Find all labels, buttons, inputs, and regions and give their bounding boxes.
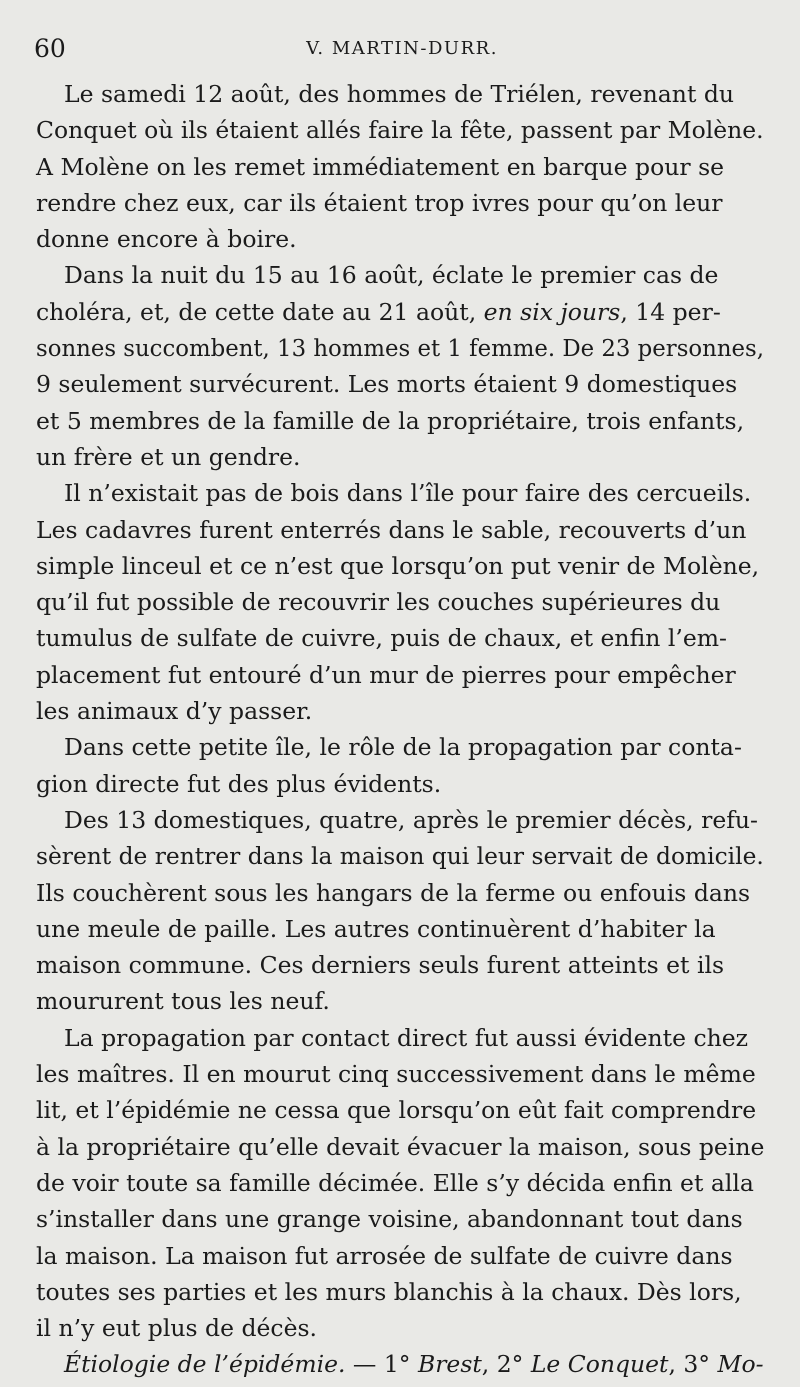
- line-text: Ils couchèrent sous les hangars de la ferme ou enfouis dans: [36, 878, 751, 907]
- text-line: [36, 149, 764, 185]
- text-line: [36, 512, 764, 548]
- text-body: [36, 76, 764, 1383]
- text-line: [36, 548, 764, 584]
- italic-text: en six jours: [483, 297, 621, 326]
- line-text: Dans cette petite île, le rôle de la propagation par conta-: [64, 733, 742, 762]
- text-line: [36, 657, 764, 693]
- text-line: [36, 330, 764, 366]
- text-line: [36, 185, 764, 221]
- text-line: [36, 693, 764, 729]
- text-line: [36, 802, 764, 838]
- line-text: simple linceul et ce n’est que lorsqu’on put venir de Molène,: [36, 551, 760, 580]
- line-text: Dans la nuit du 15 au 16 août, éclate le premier cas de: [64, 261, 719, 290]
- line-text: Les cadavres furent enterrés dans le sable, recouverts d’un: [36, 515, 747, 544]
- text-line: [36, 875, 764, 911]
- text-line: [36, 403, 764, 439]
- text-line: [36, 584, 764, 620]
- line-text: lit, et l’épidémie ne cessa que lorsqu’on eût fait comprendre: [36, 1096, 757, 1125]
- page-number: 60: [34, 34, 66, 63]
- text-line: [36, 221, 764, 257]
- text-line: [36, 766, 764, 802]
- line-text: sèrent de rentrer dans la maison qui leur servait de domicile.: [36, 842, 764, 871]
- text-line: [36, 729, 764, 765]
- line-text: maison commune. Ces derniers seuls furent atteints et ils: [36, 951, 725, 980]
- text-line: [36, 112, 763, 148]
- line-text: , 2°: [481, 1350, 531, 1379]
- text-line: [36, 838, 764, 874]
- text-line: [36, 76, 764, 112]
- italic-text: Le Conquet: [530, 1350, 669, 1379]
- text-line: [36, 1310, 764, 1346]
- line-text: un frère et un gendre.: [36, 442, 301, 471]
- line-text: une meule de paille. Les autres continuèrent d’habiter la: [36, 914, 716, 943]
- line-text: Conquet où ils étaient allés faire la fête, passent par Molène.: [36, 116, 764, 145]
- text-line: [36, 257, 764, 293]
- text-line: [36, 1020, 764, 1056]
- line-text: s’installer dans une grange voisine, abandonnant tout dans: [36, 1205, 743, 1234]
- text-line: [36, 1129, 764, 1165]
- italic-text: Brest: [417, 1350, 482, 1379]
- text-line: [36, 1238, 764, 1274]
- line-text: choléra, et, de cette date au 21 août,: [36, 297, 484, 326]
- text-line: [36, 947, 764, 983]
- line-text: moururent tous les neuf.: [36, 987, 330, 1016]
- line-text: sonnes succombent, 13 hommes et 1 femme. De 23 personnes,: [36, 334, 764, 363]
- text-line: [36, 366, 764, 402]
- text-line: [36, 1346, 763, 1382]
- line-text: — 1°: [345, 1350, 418, 1379]
- text-line: [36, 1056, 764, 1092]
- text-line: [36, 1165, 764, 1201]
- line-text: , 3°: [668, 1350, 718, 1379]
- text-line: [36, 620, 764, 656]
- text-line: [36, 911, 764, 947]
- line-text: toutes ses parties et les murs blanchis à la chaux. Dès lors,: [36, 1277, 742, 1306]
- text-line: [36, 1092, 764, 1128]
- line-text: les animaux d’y passer.: [36, 697, 313, 726]
- running-head: V. MARTIN-DURR.: [306, 38, 498, 59]
- line-text: à la propriétaire qu’elle devait évacuer la maison, sous peine: [36, 1132, 765, 1161]
- line-text: rendre chez eux, car ils étaient trop ivres pour qu’on leur: [36, 188, 723, 217]
- line-text: il n’y eut plus de décès.: [36, 1314, 318, 1343]
- text-line: [36, 1274, 764, 1310]
- page-header: [34, 34, 770, 70]
- line-text: de voir toute sa famille décimée. Elle s’y décida enfin et alla: [36, 1168, 754, 1197]
- line-text: donne encore à boire.: [36, 225, 297, 254]
- text-line: [36, 294, 764, 330]
- line-text: La propagation par contact direct fut aussi évidente chez: [64, 1023, 749, 1052]
- line-text: tumulus de sulfate de cuivre, puis de chaux, et enfin l’em-: [36, 624, 727, 653]
- text-line: [36, 983, 764, 1019]
- line-text: la maison. La maison fut arrosée de sulfate de cuivre dans: [36, 1241, 733, 1270]
- line-text: 9 seulement survécurent. Les morts étaient 9 domestiques: [36, 370, 738, 399]
- line-text: les maîtres. Il en mourut cinq successivement dans le même: [36, 1060, 756, 1089]
- line-text: , 14 per-: [620, 297, 721, 326]
- line-text: qu’il fut possible de recouvrir les couches supérieures du: [36, 588, 721, 617]
- text-line: [36, 439, 764, 475]
- line-text: Il n’existait pas de bois dans l’île pour faire des cercueils.: [64, 479, 752, 508]
- line-text: Le samedi 12 août, des hommes de Triélen, revenant du: [64, 80, 735, 108]
- italic-text: Étiologie de l’épidémie.: [63, 1350, 346, 1379]
- line-text: gion directe fut des plus évidents.: [36, 769, 442, 798]
- line-text: A Molène on les remet immédiatement en barque pour se: [36, 152, 725, 181]
- text-line: [36, 1201, 764, 1237]
- italic-text: Mo-: [717, 1350, 764, 1379]
- text-line: [36, 475, 764, 511]
- line-text: placement fut entouré d’un mur de pierres pour empêcher: [36, 660, 736, 689]
- line-text: et 5 membres de la famille de la propriétaire, trois enfants,: [36, 406, 745, 435]
- line-text: Des 13 domestiques, quatre, après le premier décès, refu-: [64, 805, 758, 834]
